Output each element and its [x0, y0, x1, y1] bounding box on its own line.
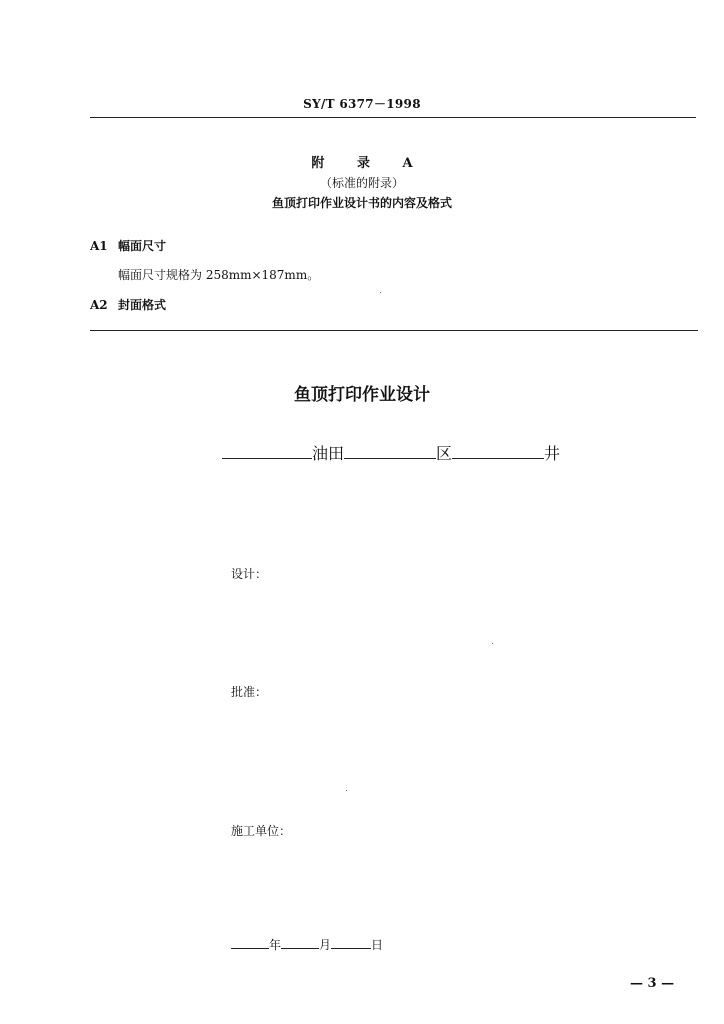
section-a2-title: 封面格式 [118, 298, 167, 312]
appendix-label: 附 录 A [311, 156, 427, 171]
oilfield-blank [222, 444, 312, 459]
design-label: 设计： [231, 567, 268, 581]
scan-speck [380, 292, 381, 293]
section-a1-title: 幅面尺寸 [118, 239, 167, 253]
district-blank-a [344, 444, 436, 459]
header-rule [90, 117, 696, 118]
section-a2-number: A2 [90, 298, 108, 312]
day-blank [331, 937, 371, 949]
appendix-subtitle: （标准的附录） [319, 176, 404, 190]
section-a1-body: 幅面尺寸规格为 258mm×187mm。 [118, 268, 320, 282]
contractor-label: 施工单位： [231, 824, 292, 838]
scan-speck [492, 643, 493, 644]
month-word: 月 [319, 938, 332, 952]
approve-label: 批准： [231, 685, 268, 699]
standard-number: SY/T 6377－1998 [303, 97, 421, 111]
page-number: — 3 — [630, 976, 675, 991]
oilfield-word: 油田 [312, 444, 345, 463]
scan-speck [346, 790, 347, 791]
oilfield-district-well-line [222, 441, 560, 464]
section-a2-heading [90, 296, 166, 313]
district-blank-b [452, 444, 544, 459]
district-word: 区 [436, 444, 453, 463]
section-a1-heading [90, 237, 166, 254]
date-line [231, 936, 383, 953]
cover-rule [90, 330, 698, 331]
day-word: 日 [371, 938, 384, 952]
year-blank [231, 937, 269, 949]
month-blank [281, 937, 319, 949]
year-word: 年 [269, 938, 282, 952]
well-word: 井 [544, 444, 561, 463]
cover-title: 鱼顶打印作业设计 [294, 385, 430, 405]
appendix-title: 鱼顶打印作业设计书的内容及格式 [271, 196, 452, 210]
section-a1-number: A1 [90, 239, 108, 253]
